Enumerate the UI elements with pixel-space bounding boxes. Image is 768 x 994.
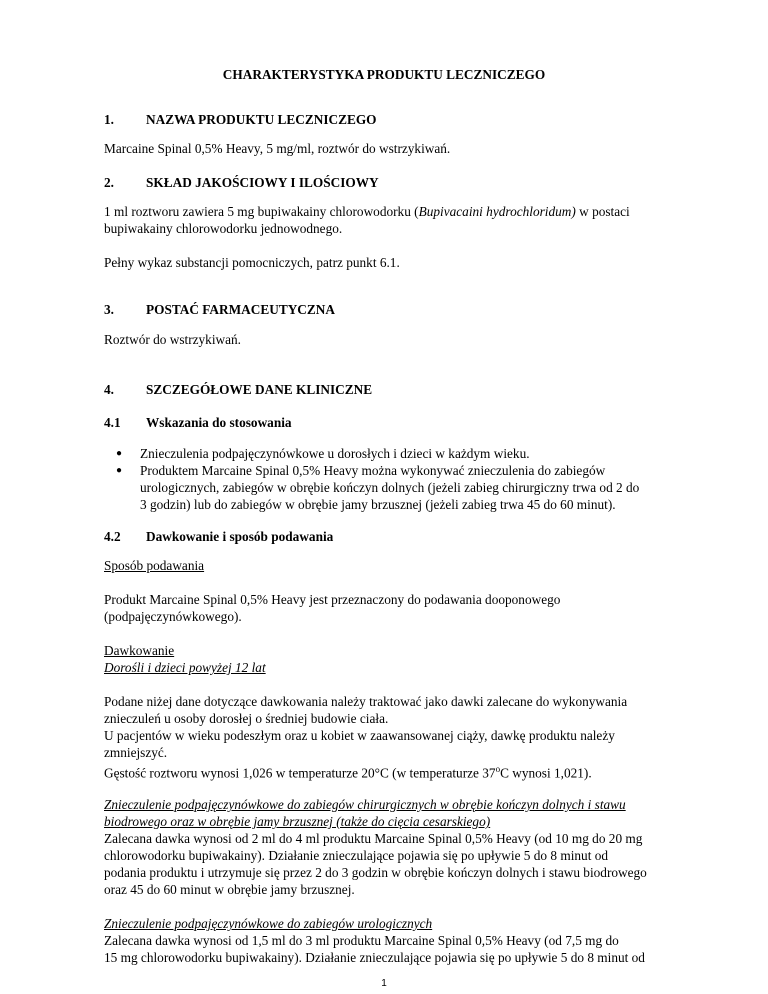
dosage-line-4: zmniejszyć. (104, 745, 168, 760)
composition-text: 1 ml roztworu zawiera 5 mg bupiwakainy chlorowodorku ( (104, 204, 419, 219)
dosage-line-1: Podane niżej dane dotyczące dawkowania należy traktować jako dawki zalecane do wykonywania (104, 694, 628, 709)
composition-text-line-2: bupiwakainy chlorowodorku jednowodnego. (104, 221, 343, 236)
administration-line-2: (podpajęczynówkowego). (104, 609, 242, 624)
section-title: NAZWA PRODUKTU LECZNICZEGO (146, 112, 377, 127)
bullet-icon: ● (116, 465, 123, 476)
section-title: POSTAĆ FARMACEUTYCZNA (146, 302, 335, 317)
page-number: 1 (381, 978, 387, 989)
dosage-heading-wrap (104, 642, 664, 659)
subheading-1-line-1: Znieczulenie podpajęczynówkowe do zabiegów chirurgicznych w obrębie kończyn dolnych i stawu (104, 797, 626, 812)
dosage-heading: Dawkowanie (104, 643, 175, 658)
adults-heading-wrap (104, 659, 664, 676)
adults-heading: Dorośli i dzieci powyżej 12 lat (104, 660, 266, 675)
density-text: C wynosi 1,021). (500, 765, 592, 781)
pharmaceutical-form-text: Roztwór do wstrzykiwań. (104, 332, 242, 347)
indication-bullet-1 (116, 445, 670, 462)
bullet-icon: ● (116, 448, 123, 459)
urology-dose-line-1: Zalecana dawka wynosi od 1,5 ml do 3 ml produktu Marcaine Spinal 0,5% Heavy (od 7,5 mg do (104, 933, 619, 948)
section-number: 3. (104, 302, 114, 317)
density-text: Gęstość roztworu wynosi 1,026 w temperaturze 20°C (w temperaturze 37 (104, 765, 496, 781)
surgery-dose-line-3: podania produktu i utrzymuje się przez 2 do 3 godzin w obrębie kończyn dolnych i stawu biodrowego (104, 865, 647, 880)
degree-superscript: o (495, 764, 501, 774)
section-title: Wskazania do stosowania (146, 415, 292, 430)
section-4-heading (104, 381, 664, 398)
surgery-dose-line-4: oraz 45 do 60 minut w obrębie jamy brzusznej. (104, 882, 355, 897)
administration-heading: Sposób podawania (104, 558, 205, 573)
section-title: SZCZEGÓŁOWE DANE KLINICZNE (146, 382, 373, 397)
excipients-text: Pełny wykaz substancji pomocniczych, patrz punkt 6.1. (104, 255, 400, 270)
section-4-2-heading (104, 528, 664, 545)
section-title: SKŁAD JAKOŚCIOWY I ILOŚCIOWY (146, 175, 379, 190)
surgery-dose-line-1: Zalecana dawka wynosi od 2 ml do 4 ml produktu Marcaine Spinal 0,5% Heavy (od 10 mg do 20 mg (104, 831, 643, 846)
density-line (104, 761, 664, 781)
bullet-text: Znieczulenia podpajęczynówkowe u dorosłych i dzieci w każdym wieku. (140, 446, 530, 461)
composition-text: w postaci (575, 204, 630, 219)
subheading-1-line-2: biodrowego oraz w obrębie jamy brzusznej (także do cięcia cesarskiego) (104, 814, 491, 829)
subheading-1-line-2-wrap (104, 813, 664, 830)
composition-text-line-1 (104, 203, 664, 220)
subheading-2-wrap (104, 915, 664, 932)
surgery-dose-line-2: chlorowodorku bupiwakainy). Działanie znieczulające pojawia się po upływie 5 do 8 minut od (104, 848, 609, 863)
section-2-heading (104, 174, 664, 191)
section-number: 4. (104, 382, 114, 397)
section-3-heading (104, 301, 664, 318)
subheading-2: Znieczulenie podpajęczynówkowe do zabiegów urologicznych (104, 916, 433, 931)
indication-bullet-2 (116, 462, 670, 513)
product-name-text: Marcaine Spinal 0,5% Heavy, 5 mg/ml, roztwór do wstrzykiwań. (104, 141, 451, 156)
dosage-line-3: U pacjentów w wieku podeszłym oraz u kobiet w zaawansowanej ciąży, dawkę produktu należy (104, 728, 615, 743)
bullet-text-line: Produktem Marcaine Spinal 0,5% Heavy można wykonywać znieczulenia do zabiegów (140, 463, 606, 478)
subheading-1-line-1-wrap (104, 796, 664, 813)
bullet-text-line: urologicznych, zabiegów w obrębie kończyn dolnych (jeżeli zabieg chirurgiczny trwa od 2 do (140, 480, 640, 495)
document-title: CHARAKTERYSTYKA PRODUKTU LECZNICZEGO (222, 67, 546, 82)
section-number: 2. (104, 175, 114, 190)
section-4-1-heading (104, 414, 664, 431)
administration-line-1: Produkt Marcaine Spinal 0,5% Heavy jest przeznaczony do podawania dooponowego (104, 592, 561, 607)
administration-heading-wrap (104, 557, 664, 574)
urology-dose-line-2: 15 mg chlorowodorku bupiwakainy). Działanie znieczulające pojawia się po upływie 5 do 8 minut od (104, 950, 645, 965)
section-number: 4.1 (104, 415, 121, 430)
section-number: 4.2 (104, 529, 121, 544)
latin-name: Bupivacaini hydrochloridum) (418, 204, 576, 219)
section-1-heading (104, 111, 664, 128)
bullet-text-line: 3 godzin) lub do zabiegów w obrębie jamy brzusznej (jeżeli zabieg trwa 45 do 60 minut). (140, 497, 616, 512)
section-number: 1. (104, 112, 114, 127)
dosage-line-2: znieczuleń u osoby dorosłej o średniej budowie ciała. (104, 711, 389, 726)
section-title: Dawkowanie i sposób podawania (146, 529, 334, 544)
